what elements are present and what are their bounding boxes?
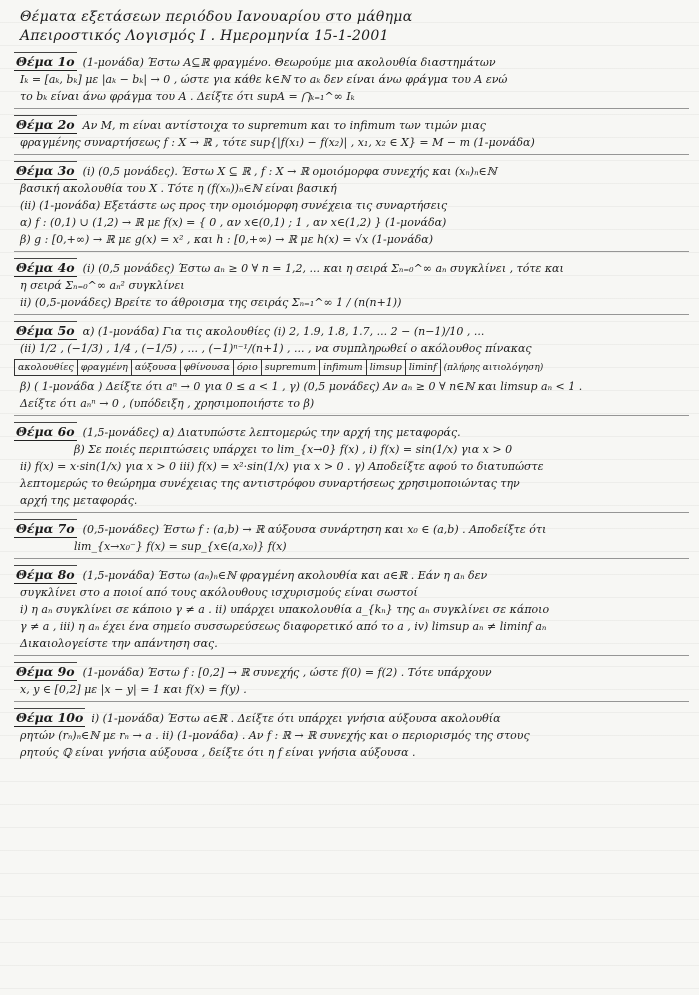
topic-text: α) (1-μονάδα) Για τις ακολουθίες (i) 2, 1.9, 1.8, 1.7, ... 2 − (n−1)/10 , ...	[82, 325, 485, 338]
topic-text: Αν M, m είναι αντίστοιχα το supremum και το infimum των τιμών μιας	[82, 119, 486, 132]
divider	[14, 314, 689, 315]
table-header-cell: ακολουθίες	[15, 360, 78, 376]
topic-text: το bₖ είναι άνω φράγμα του A . Δείξτε ότι supA = ⋂ₖ₌₁^∞ Iₖ	[20, 90, 355, 103]
topic-text: α) f : (0,1) ∪ (1,2) → ℝ με f(x) = { 0 , αν x∈(0,1) ; 1 , αν x∈(1,2) } (1-μονάδα)	[20, 216, 447, 229]
topic-text: lim_{x→x₀⁻} f(x) = sup_{x∈(a,x₀)} f(x)	[74, 540, 287, 553]
topic-text: Δικαιολογείστε την απάντηση σας.	[20, 637, 218, 650]
topic-title: Θέμα 4ο	[16, 260, 75, 275]
topic-text: (1-μονάδα) Έστω A⊆ℝ φραγμένο. Θεωρούμε μια ακολουθία διαστημάτων	[82, 56, 496, 69]
topic-text: (1,5-μονάδες) α) Διατυπώστε λεπτομερώς την αρχή της μεταφοράς.	[82, 426, 461, 439]
topic-title: Θέμα 5ο	[16, 323, 75, 338]
topic-title: Θέμα 6ο	[16, 424, 75, 439]
table-header-cell: φραγμένη	[77, 360, 131, 376]
topic-5	[14, 321, 689, 412]
sequence-table	[14, 359, 546, 376]
header-line-2: Απειροστικός Λογισμός Ι . Ημερομηνία 15-1-2001	[20, 28, 389, 44]
divider	[14, 251, 689, 252]
header-line-1: Θέματα εξετάσεων περιόδου Ιανουαρίου στο μάθημα	[20, 9, 413, 25]
topic-text: φραγμένης συναρτήσεως f : X → ℝ , τότε sup{|f(x₁) − f(x₂)| , x₁, x₂ ∈ X} = M − m (1-μονάδα)	[20, 136, 535, 149]
topic-title: Θέμα 2ο	[16, 117, 75, 132]
table-header-cell: liminf	[405, 360, 440, 376]
topic-2	[14, 115, 689, 151]
table-header-row	[15, 360, 547, 376]
topic-6	[14, 422, 689, 509]
topic-text: Δείξτε ότι aₙⁿ → 0 , (υπόδειξη , χρησιμοποιήστε το β)	[20, 397, 315, 410]
table-note: (πλήρης αιτιολόγηση)	[443, 362, 544, 373]
topic-3	[14, 161, 689, 248]
topic-text: ii) (0,5-μονάδες) Βρείτε το άθροισμα της σειράς Σₙ₌₁^∞ 1 / (n(n+1))	[20, 296, 402, 309]
table-header-cell: φθίνουσα	[180, 360, 233, 376]
topic-text: (ii) 1/2 , (−1/3) , 1/4 , (−1/5) , ... , (−1)ⁿ⁻¹/(n+1) , ... , να συμπληρωθεί ο ακόλουθος πίνακας	[20, 342, 532, 355]
topic-text: (1,5-μονάδα) Έστω (aₙ)ₙ∈ℕ φραγμένη ακολουθία και a∈ℝ . Εάν η aₙ δεν	[82, 569, 488, 582]
table-header-cell: όριο	[233, 360, 261, 376]
table-header-cell: infimum	[320, 360, 367, 376]
topic-1	[14, 52, 689, 105]
topic-text: (i) (0,5 μονάδες). Έστω X ⊆ ℝ , f : X → ℝ ομοιόμορφα συνεχής και (xₙ)ₙ∈ℕ	[82, 165, 497, 178]
topic-text: (ii) (1-μονάδα) Εξετάστε ως προς την ομοιόμορφη συνέχεια τις συναρτήσεις	[20, 199, 448, 212]
topic-title: Θέμα 1ο	[16, 54, 75, 69]
topic-7	[14, 519, 689, 555]
topic-text: (0,5-μονάδες) Έστω f : (a,b) → ℝ αύξουσα συνάρτηση και x₀ ∈ (a,b) . Αποδείξτε ότι	[82, 523, 547, 536]
topic-text: β) ( 1-μονάδα ) Δείξτε ότι aⁿ → 0 για 0 ≤ a < 1 , γ) (0,5 μονάδες) Αν aₙ ≥ 0 ∀ n∈ℕ και limsup aₙ < 1 .	[20, 380, 583, 393]
topic-text: i) η aₙ συγκλίνει σε κάποιο γ ≠ a . ii) υπάρχει υπακολουθία a_{kₙ} της aₙ συγκλίνει σε κάποιο	[20, 603, 550, 616]
table-header-cell: αύξουσα	[131, 360, 180, 376]
topic-text: η σειρά Σₙ₌₀^∞ aₙ² συγκλίνει	[20, 279, 185, 292]
divider	[14, 154, 689, 155]
topic-8	[14, 565, 689, 652]
topic-text: ii) f(x) = x·sin(1/x) για x > 0 iii) f(x) = x²·sin(1/x) για x > 0 . γ) Αποδείξτε αφού το διατυπώστε	[20, 460, 544, 473]
topic-text: αρχή της μεταφοράς.	[20, 494, 138, 507]
divider	[14, 558, 689, 559]
topic-text: (1-μονάδα) Έστω f : [0,2] → ℝ συνεχής , ώστε f(0) = f(2) . Τότε υπάρχουν	[82, 666, 492, 679]
topic-10	[14, 708, 689, 761]
topic-text: β) g : [0,+∞) → ℝ με g(x) = x² , και h : [0,+∞) → ℝ με h(x) = √x (1-μονάδα)	[20, 233, 433, 246]
topic-text: λεπτομερώς το θεώρημα συνέχειας της αντιστρόφου συναρτήσεως χρησιμοποιώντας την	[20, 477, 520, 490]
topic-text: βασική ακολουθία του X . Τότε η (f(xₙ))ₙ∈ℕ είναι βασική	[20, 182, 337, 195]
topic-text: ρητούς ℚ είναι γνήσια αύξουσα , δείξτε ότι η f είναι γνήσια αύξουσα .	[20, 746, 416, 759]
topic-title: Θέμα 9ο	[16, 664, 75, 679]
topic-text: γ ≠ a , iii) η aₙ έχει ένα σημείο συσσωρεύσεως διαφορετικό από το a , iv) limsup aₙ ≠ liminf aₙ	[20, 620, 547, 633]
divider	[14, 655, 689, 656]
topic-text: i) (1-μονάδα) Έστω a∈ℝ . Δείξτε ότι υπάρχει γνήσια αύξουσα ακολουθία	[91, 712, 501, 725]
topic-text: β) Σε ποιές περιπτώσεις υπάρχει το lim_{x→0} f(x) , i) f(x) = sin(1/x) για x > 0	[74, 443, 513, 456]
divider	[14, 512, 689, 513]
table-header-cell: limsup	[366, 360, 405, 376]
topic-text: x, y ∈ [0,2] με |x − y| = 1 και f(x) = f(y) .	[20, 683, 247, 696]
topic-9	[14, 662, 689, 698]
divider	[14, 108, 689, 109]
topic-title: Θέμα 8ο	[16, 567, 75, 582]
topic-text: ρητών (rₙ)ₙ∈ℕ με rₙ → a . ii) (1-μονάδα) . Αν f : ℝ → ℝ συνεχής και ο περιορισμός της στους	[20, 729, 530, 742]
topic-title: Θέμα 10ο	[16, 710, 84, 725]
topic-title: Θέμα 3ο	[16, 163, 75, 178]
topic-text: Iₖ = [aₖ, bₖ] με |aₖ − bₖ| → 0 , ώστε για κάθε k∈ℕ το aₖ δεν είναι άνω φράγμα του A ενώ	[20, 73, 508, 86]
topic-text: συγκλίνει στο a ποιοί από τους ακόλουθους ισχυρισμούς είναι σωστοί	[20, 586, 418, 599]
topic-4	[14, 258, 689, 311]
topic-title: Θέμα 7ο	[16, 521, 75, 536]
divider	[14, 415, 689, 416]
topic-text: (i) (0,5 μονάδες) Έστω aₙ ≥ 0 ∀ n = 1,2, ... και η σειρά Σₙ₌₀^∞ aₙ συγκλίνει , τότε και	[82, 262, 564, 275]
table-header-cell: supremum	[261, 360, 319, 376]
divider	[14, 701, 689, 702]
exam-header	[20, 8, 689, 46]
